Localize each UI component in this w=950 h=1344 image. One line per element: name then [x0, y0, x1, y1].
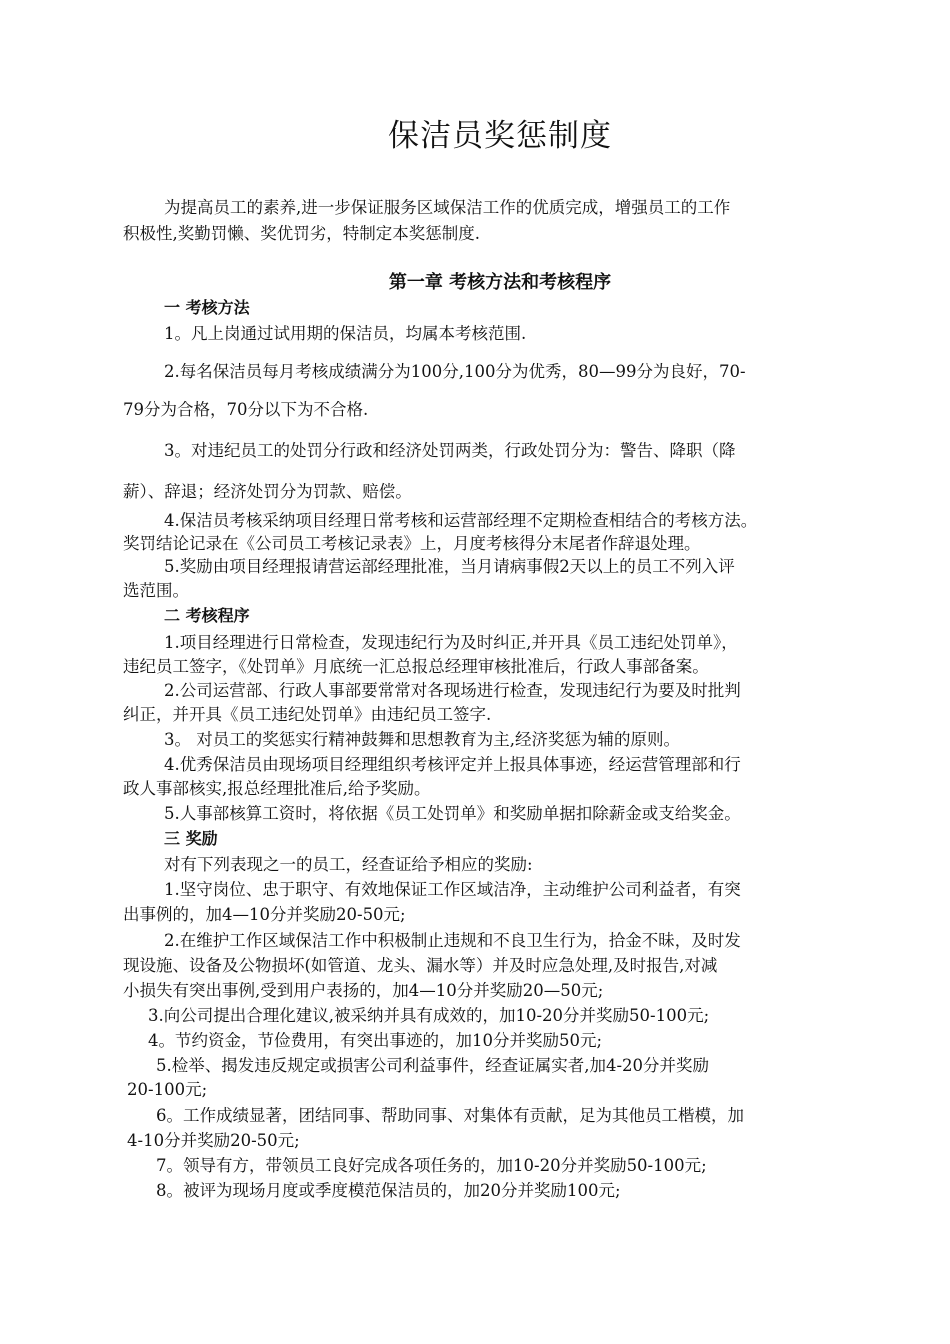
section-heading-assessment-method: 一 考核方法 [164, 298, 250, 317]
chapter-title: 第一章 考核方法和考核程序 [388, 272, 612, 293]
paragraph-line: 5.奖励由项目经理报请营运部经理批准，当月请病事假2天以上的员工不列入评 [164, 557, 735, 576]
paragraph-line: 4。节约资金，节俭费用，有突出事迹的，加10分并奖励50元; [148, 1031, 603, 1050]
paragraph-line: 3.向公司提出合理化建议,被采纳并具有成效的，加10-20分并奖励50-100元; [148, 1006, 710, 1025]
paragraph-line: 4.保洁员考核采纳项目经理日常考核和运营部经理不定期检查相结合的考核方法。 [164, 511, 758, 530]
paragraph-line: 薪）、辞退；经济处罚分为罚款、赔偿。 [123, 482, 412, 501]
paragraph-line: 对有下列表现之一的员工，经查证给予相应的奖励: [164, 855, 533, 874]
paragraph-line: 1.坚守岗位、忠于职守、有效地保证工作区域洁净，主动维护公司利益者，有突 [164, 880, 741, 899]
section-heading-assessment-procedure: 二 考核程序 [164, 606, 250, 625]
paragraph-line: 7。领导有方，带领员工良好完成各项任务的，加10-20分并奖励50-100元; [156, 1156, 707, 1175]
paragraph-line: 现设施、设备及公物损坏(如管道、龙头、漏水等）并及时应急处理,及时报告,对减 [123, 956, 718, 975]
paragraph-line: 3。 对员工的奖惩实行精神鼓舞和思想教育为主,经济奖惩为辅的原则。 [164, 730, 680, 749]
paragraph-line: 5.检举、揭发违反规定或损害公司利益事件，经查证属实者,加4-20分并奖励 [156, 1056, 710, 1075]
paragraph-line: 1.项目经理进行日常检查，发现违纪行为及时纠正,并开具《员工违纪处罚单》， [164, 633, 738, 652]
paragraph-line: 79分为合格，70分以下为不合格. [123, 400, 369, 419]
intro-line-1: 为提高员工的素养,进一步保证服务区域保洁工作的优质完成，增强员工的工作 [164, 198, 731, 217]
paragraph-line: 1。凡上岗通过试用期的保洁员，均属本考核范围. [164, 324, 527, 343]
paragraph-line: 奖罚结论记录在《公司员工考核记录表》上，月度考核得分末尾者作辞退处理。 [123, 534, 701, 553]
paragraph-line: 选范围。 [123, 581, 189, 600]
section-heading-rewards: 三 奖励 [164, 829, 218, 848]
paragraph-line: 2.公司运营部、行政人事部要常常对各现场进行检查，发现违纪行为要及时批判 [164, 681, 741, 700]
paragraph-line: 8。被评为现场月度或季度模范保洁员的，加20分并奖励100元; [156, 1181, 621, 1200]
document-title: 保洁员奖惩制度 [388, 118, 612, 154]
paragraph-line: 政人事部核实,报总经理批准后,给予奖励。 [123, 779, 431, 798]
paragraph-line: 纠正，并开具《员工违纪处罚单》由违纪员工签字. [123, 705, 492, 724]
paragraph-line: 小损失有突出事例,受到用户表扬的，加4—10分并奖励20—50元; [123, 981, 604, 1000]
paragraph-line: 4.优秀保洁员由现场项目经理组织考核评定并上报具体事迹，经运营管理部和行 [164, 755, 741, 774]
paragraph-line: 20-100元; [127, 1080, 208, 1099]
paragraph-line: 违纪员工签字，《处罚单》月底统一汇总报总经理审核批准后，行政人事部备案。 [123, 657, 709, 676]
paragraph-line: 6。工作成绩显著，团结同事、帮助同事、对集体有贡献，足为其他员工楷模，加 [156, 1106, 744, 1125]
intro-line-2: 积极性,奖勤罚懒、奖优罚劣，特制定本奖惩制度. [123, 224, 480, 243]
paragraph-line: 5.人事部核算工资时，将依据《员工处罚单》和奖励单据扣除薪金或支给奖金。 [164, 804, 741, 823]
paragraph-line: 3。对违纪员工的处罚分行政和经济处罚两类，行政处罚分为：警告、降职（降 [164, 441, 736, 460]
paragraph-line: 2.每名保洁员每月考核成绩满分为100分,100分为优秀，80—99分为良好，70- [164, 362, 746, 381]
paragraph-line: 出事例的，加4—10分并奖励20-50元; [123, 905, 406, 924]
paragraph-line: 2.在维护工作区域保洁工作中积极制止违规和不良卫生行为，拾金不昧，及时发 [164, 931, 741, 950]
paragraph-line: 4-10分并奖励20-50元; [127, 1131, 300, 1150]
